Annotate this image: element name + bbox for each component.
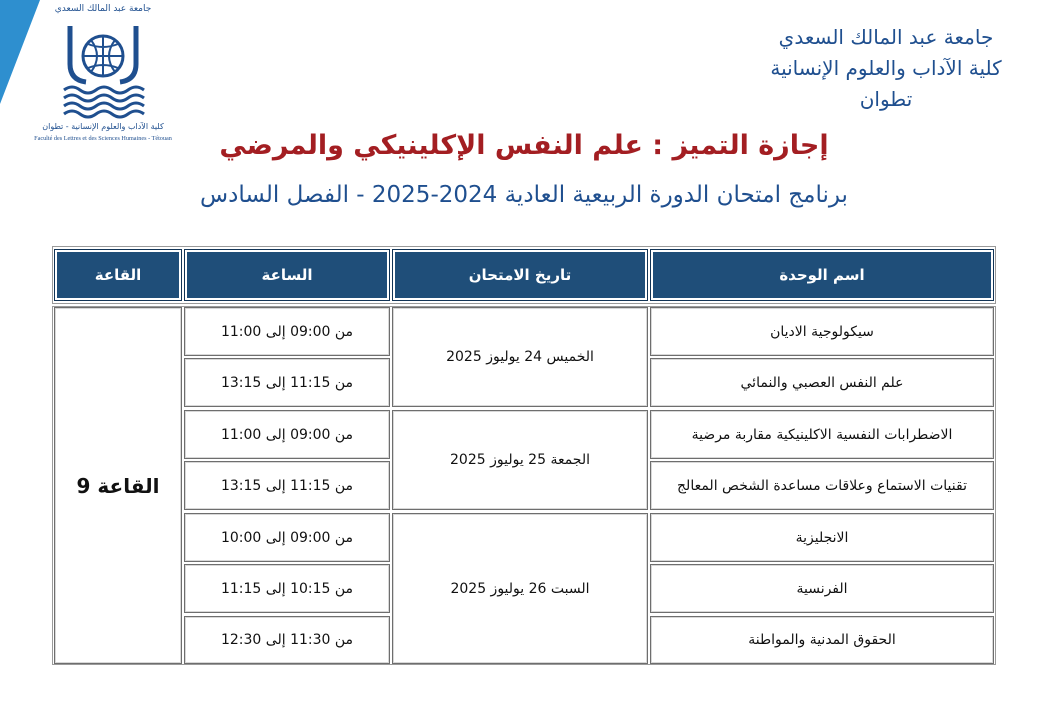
date-cell: الخميس 24 يوليوز 2025: [392, 307, 648, 407]
time-cell: من 11:15 إلى 13:15: [184, 358, 390, 407]
page-subtitle: برنامج امتحان الدورة الربيعية العادية 2024-2025 - الفصل السادس: [200, 182, 848, 208]
logo-arabic-caption: كلية الآداب والعلوم الإنسانية - تطوان: [42, 122, 164, 131]
module-cell: الحقوق المدنية والمواطنة: [650, 616, 994, 664]
time-cell: من 09:00 إلى 11:00: [184, 307, 390, 356]
globe-waves-icon: [58, 20, 148, 120]
module-cell: الفرنسية: [650, 564, 994, 613]
date-cell: السبت 26 يوليوز 2025: [392, 513, 648, 664]
time-cell: من 09:00 إلى 10:00: [184, 513, 390, 562]
faculty-logo: [20, 4, 186, 146]
header-module: اسم الوحدة: [650, 249, 994, 301]
university-name: جامعة عبد المالك السعدي: [778, 25, 994, 49]
institution-block: [746, 22, 1026, 115]
city-name: تطوان: [859, 87, 913, 111]
time-cell: من 10:15 إلى 11:15: [184, 564, 390, 613]
logo-french-caption: Faculté des Lettres et des Sciences Humaines - Tétouan: [34, 135, 172, 142]
header-date: تاريخ الامتحان: [392, 249, 648, 301]
logo-arc-text: جامعة عبد المالك السعدي: [54, 4, 152, 14]
module-cell: سيكولوجية الاديان: [650, 307, 994, 356]
header-time: الساعة: [184, 249, 390, 301]
time-cell: من 09:00 إلى 11:00: [184, 410, 390, 459]
header-room: القاعة: [54, 249, 182, 301]
date-cell: الجمعة 25 يوليوز 2025: [392, 410, 648, 510]
faculty-name: كلية الآداب والعلوم الإنسانية: [770, 56, 1002, 80]
time-cell: من 11:30 إلى 12:30: [184, 616, 390, 664]
room-cell: القاعة 9: [54, 307, 182, 664]
module-cell: الانجليزية: [650, 513, 994, 562]
module-cell: علم النفس العصبي والنمائي: [650, 358, 994, 407]
module-cell: تقنيات الاستماع وعلاقات مساعدة الشخص المعالج: [650, 461, 994, 510]
module-cell: الاضطرابات النفسية الاكلينيكية مقاربة مرضية: [650, 410, 994, 459]
time-cell: من 11:15 إلى 13:15: [184, 461, 390, 510]
page-title: إجازة التميز : علم النفس الإكلينيكي والمرضي: [219, 130, 829, 161]
